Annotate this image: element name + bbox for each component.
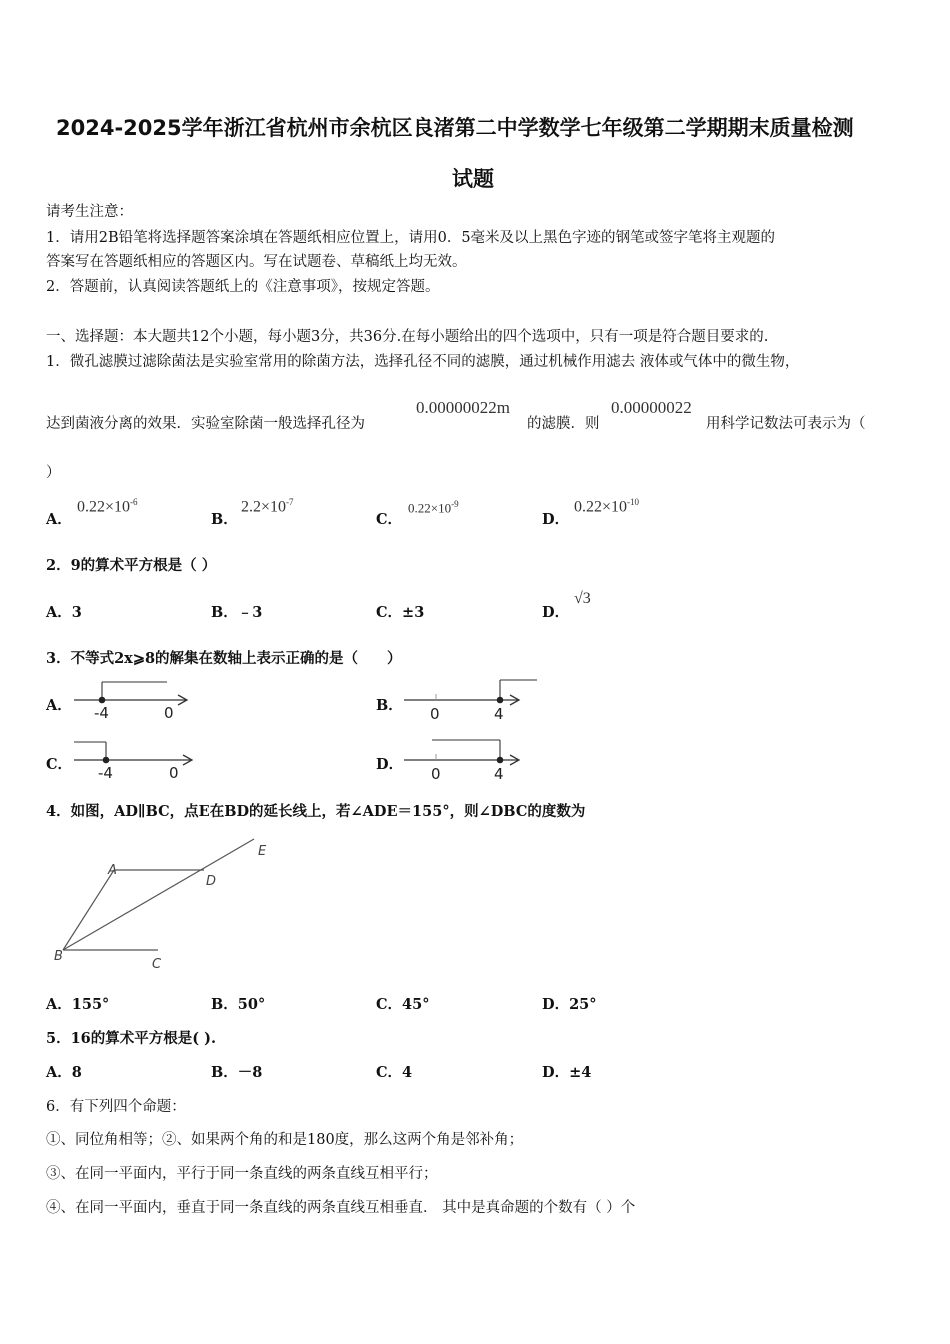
- tick-label: 4: [494, 765, 504, 783]
- segment-ab: [63, 870, 114, 950]
- section-heading: 一、选择题：本大题共12个小题，每小题3分，共36分.在每小题给出的四个选项中，只有一项是符合题目要求的.: [46, 329, 769, 345]
- notice-item-2: 2．答题前，认真阅读答题纸上的《注意事项》，按规定答题。: [46, 279, 440, 295]
- point-label-a: A: [108, 863, 117, 878]
- q1-stem-line3: ）: [46, 465, 61, 481]
- q5-option-a: A．8: [46, 1064, 82, 1081]
- q2-option-c: C．±3: [376, 604, 425, 621]
- q4-option-a: A．155°: [46, 996, 110, 1013]
- q3-option-b-number-line: [402, 676, 542, 723]
- q1-option-a-value: $0.22\times 10^{-6}$: [77, 497, 138, 516]
- notice-item-1-cont: 答案写在答题纸相应的答题区内。写在试题卷、草稿纸上均无效。: [46, 254, 467, 270]
- q1-expression-1: 0.00000022m: [416, 398, 510, 417]
- notice-item-1: 1．请用2B铅笔将选择题答案涂填在答题纸相应位置上，请用0．5毫米及以上黑色字迹的钢笔或签字笔将主观题的: [46, 230, 776, 246]
- q1-option-b-label: B．: [211, 511, 238, 528]
- q5-stem: 5．16的算术平方根是( ).: [46, 1030, 217, 1047]
- point-label-e: E: [258, 844, 267, 859]
- q3-option-b-label: B．: [376, 697, 403, 714]
- closed-dot: [497, 697, 504, 704]
- q1-expression-2: 0.00000022: [611, 398, 692, 417]
- q4-option-d: D．25°: [542, 996, 597, 1013]
- q2-option-a: A．3: [46, 604, 82, 621]
- q3-option-c-label: C．: [46, 756, 73, 773]
- q6-statement-3: ③、在同一平面内，平行于同一条直线的两条直线互相平行；: [46, 1166, 438, 1182]
- q3-option-d-label: D．: [376, 756, 404, 773]
- q3-option-d-number-line: [402, 736, 527, 783]
- q3-option-c-number-line: [70, 738, 200, 783]
- q2-stem: 2．9的算术平方根是（ ）: [46, 557, 217, 574]
- q1-option-a-label: A．: [46, 511, 72, 528]
- q1-stem-line2c: 用科学记数法可表示为（: [706, 416, 866, 432]
- q6-statement-1-2: ①、同位角相等；②、如果两个角的和是180度，那么这两个角是邻补角；: [46, 1132, 524, 1148]
- q5-option-d: D．±4: [542, 1064, 592, 1081]
- q5-option-c: C．4: [376, 1064, 413, 1081]
- q2-option-b: B．﹣3: [211, 604, 263, 621]
- tick-label: 0: [431, 765, 441, 783]
- closed-dot: [497, 757, 504, 764]
- q4-option-b: B．50°: [211, 996, 266, 1013]
- q1-stem-line1: 1．微孔滤膜过滤除菌法是实验室常用的除菌方法，选择孔径不同的滤膜，通过机械作用滤去 液体或气体中的微生物，: [46, 354, 800, 370]
- q2-option-d-value: √3: [574, 590, 591, 607]
- point-label-c: C: [152, 957, 162, 972]
- q4-option-c: C．45°: [376, 996, 430, 1013]
- point-label-b: B: [54, 949, 63, 964]
- q3-option-a-label: A．: [46, 697, 72, 714]
- tick-label: 0: [169, 764, 179, 782]
- q1-option-d-label: D．: [542, 511, 570, 528]
- tick-label: -4: [94, 704, 109, 722]
- point-label-d: D: [206, 874, 217, 889]
- q1-option-c-value: $0.22\times 10^{-9}$: [408, 499, 459, 516]
- closed-dot: [103, 757, 110, 764]
- tick-label: 0: [430, 705, 440, 723]
- q1-option-c-label: C．: [376, 511, 403, 528]
- q1-stem-line2a: 达到菌液分离的效果．实验室除菌一般选择孔径为: [46, 416, 365, 432]
- closed-dot: [99, 697, 106, 704]
- q2-option-d-label: D．: [542, 604, 570, 621]
- q1-option-b-value: $2.2\times 10^{-7}$: [241, 497, 294, 516]
- tick-label: 0: [164, 704, 174, 722]
- segment-be: [63, 839, 254, 950]
- tick-label: -4: [98, 764, 113, 782]
- q3-option-a-number-line: [70, 678, 195, 723]
- q1-option-d-value: $0.22\times 10^{-10}$: [574, 497, 640, 516]
- q6-stem: 6．有下列四个命题：: [46, 1099, 186, 1115]
- q4-stem: 4．如图，AD∥BC，点E在BD的延长线上，若∠ADE＝155°，则∠DBC的度数为: [46, 803, 586, 820]
- q5-option-b: B．－8: [211, 1064, 263, 1081]
- q3-stem: 3．不等式2x⩾8的解集在数轴上表示正确的是（ ）: [46, 650, 402, 667]
- tick-label: 4: [494, 705, 504, 723]
- notice-heading: 请考生注意：: [46, 204, 133, 220]
- page-title-line2: 试题: [452, 167, 494, 191]
- q1-stem-line2b: 的滤膜．则: [527, 416, 600, 432]
- q4-geometry-figure: [46, 832, 286, 977]
- q6-statement-4: ④、在同一平面内，垂直于同一条直线的两条直线互相垂直． 其中是真命题的个数有（ ）个: [46, 1200, 636, 1216]
- page-title: 2024-2025学年浙江省杭州市余杭区良渚第二中学数学七年级第二学期期末质量检测: [56, 116, 854, 140]
